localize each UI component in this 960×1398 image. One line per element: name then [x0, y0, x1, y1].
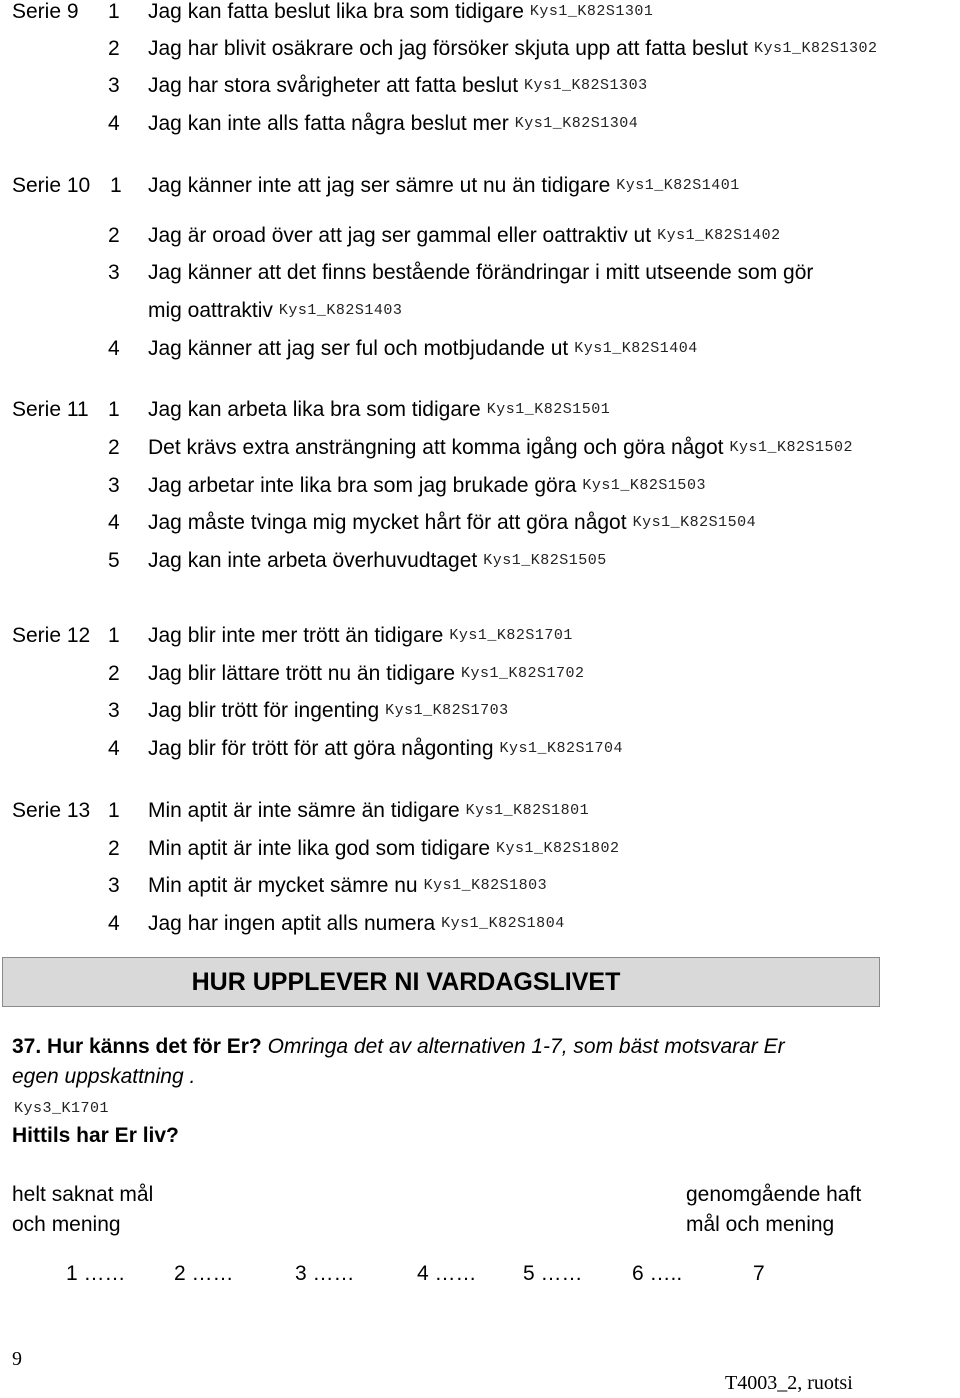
- series-9-label: Serie 9: [12, 0, 79, 23]
- list-item: [148, 37, 878, 61]
- item-number: 4: [108, 737, 120, 760]
- list-item: [148, 837, 620, 861]
- variable-code: Kys1_K82S1403: [278, 302, 403, 319]
- scale-option[interactable]: 5 ……: [523, 1262, 583, 1285]
- list-item: [148, 737, 623, 761]
- variable-code: Kys1_K82S1501: [486, 401, 611, 418]
- item-number: 3: [108, 474, 120, 497]
- list-item: [148, 261, 813, 285]
- series-11-label: Serie 11: [12, 398, 89, 421]
- question-title: 37. Hur känns det för Er?: [12, 1035, 262, 1058]
- list-item: [148, 699, 509, 723]
- section-title: HUR UPPLEVER NI VARDAGSLIVET: [191, 967, 621, 996]
- item-text: Det krävs extra ansträngning att komma igång och göra något: [148, 436, 724, 459]
- item-number: 3: [108, 699, 120, 722]
- item-text: Jag har ingen aptit alls numera: [148, 912, 436, 935]
- question-instruction-continued: egen uppskattning .: [12, 1065, 196, 1088]
- page-number: 9: [12, 1348, 22, 1370]
- series-13-label: Serie 13: [12, 799, 91, 822]
- series-12-label: Serie 12: [12, 624, 91, 647]
- item-number: 2: [108, 662, 120, 685]
- variable-code: Kys1_K82S1804: [441, 915, 565, 932]
- item-number: 1: [108, 624, 120, 647]
- list-item: [148, 624, 573, 648]
- list-item: [148, 398, 610, 422]
- item-text: Jag kan arbeta lika bra som tidigare: [148, 398, 481, 421]
- item-number: 1: [110, 174, 122, 197]
- variable-code: Kys1_K82S1703: [385, 702, 509, 719]
- item-text: Min aptit är inte lika god som tidigare: [148, 837, 490, 860]
- scale-right-anchor: genomgående haft: [686, 1183, 862, 1206]
- item-text: Jag känner att det finns bestående förändringar i mitt utseende som gör: [148, 261, 814, 284]
- variable-code: Kys1_K82S1303: [524, 77, 648, 94]
- variable-code: Kys1_K82S1302: [754, 40, 878, 57]
- scale-option[interactable]: 1 ……: [66, 1262, 126, 1285]
- item-number: 3: [108, 874, 120, 897]
- variable-code: Kys1_K82S1702: [461, 665, 585, 682]
- list-item: [148, 912, 565, 936]
- question-instruction: Omringa det av alternativen 1-7, som bäst motsvarar Er: [267, 1035, 785, 1058]
- item-number: 5: [108, 549, 120, 572]
- item-text: Jag blir för trött för att göra någonting: [148, 737, 494, 760]
- scale-left-anchor: helt saknat mål: [12, 1183, 154, 1206]
- variable-code: Kys1_K82S1504: [632, 514, 757, 531]
- list-item: [148, 74, 648, 98]
- item-number: 1: [108, 0, 120, 23]
- variable-code: Kys1_K82S1404: [574, 340, 698, 357]
- scale-left-anchor-line2: och mening: [12, 1213, 121, 1236]
- item-text: Jag har blivit osäkrare och jag försöker skjuta upp att fatta beslut: [148, 37, 748, 60]
- item-text: Jag känner inte att jag ser sämre ut nu än tidigare: [148, 174, 611, 197]
- list-item: [148, 511, 756, 535]
- variable-code: Kys1_K82S1704: [499, 740, 624, 757]
- item-text: Jag kan inte alls fatta några beslut mer: [148, 112, 509, 135]
- item-number: 4: [108, 912, 120, 935]
- list-item: [148, 436, 853, 460]
- item-text: Jag blir trött för ingenting: [148, 699, 380, 722]
- list-item: [148, 874, 547, 898]
- item-number: 2: [108, 436, 120, 459]
- item-text: Jag kan fatta beslut lika bra som tidigare: [148, 0, 524, 23]
- item-text: Jag blir lättare trött nu än tidigare: [148, 662, 456, 685]
- list-item: [148, 799, 589, 823]
- item-text: Jag har stora svårigheter att fatta beslut: [148, 74, 519, 97]
- item-text: Jag blir inte mer trött än tidigare: [148, 624, 444, 647]
- scale-option[interactable]: 7: [753, 1262, 765, 1285]
- document-id: T4003_2, ruotsi: [725, 1372, 853, 1394]
- item-text: mig oattraktiv: [148, 299, 273, 322]
- item-number: 3: [108, 261, 120, 284]
- scale-option[interactable]: 6 …..: [632, 1262, 683, 1285]
- item-text: Jag är oroad över att jag ser gammal eller oattraktiv ut: [148, 224, 652, 247]
- scale-right-anchor-line2: mål och mening: [686, 1213, 835, 1236]
- question-37: [12, 1035, 785, 1059]
- scale-option[interactable]: 2 ……: [174, 1262, 234, 1285]
- scale-option[interactable]: 3 ……: [295, 1262, 355, 1285]
- variable-code: Kys1_K82S1502: [729, 439, 854, 456]
- list-item: [148, 662, 585, 686]
- list-item: [148, 174, 740, 198]
- series-10-label: Serie 10: [12, 174, 91, 197]
- item-text: Jag kan inte arbeta överhuvudtaget: [148, 549, 478, 572]
- item-text: Min aptit är mycket sämre nu: [148, 874, 418, 897]
- list-item: [148, 224, 781, 248]
- item-text: Min aptit är inte sämre än tidigare: [148, 799, 460, 822]
- item-text: Jag måste tvinga mig mycket hårt för att göra något: [148, 511, 627, 534]
- list-item-continuation: [148, 299, 402, 323]
- item-number: 4: [108, 337, 120, 360]
- item-text: Jag arbetar inte lika bra som jag brukade göra: [148, 474, 577, 497]
- variable-code: Kys1_K82S1803: [423, 877, 548, 894]
- variable-code: Kys1_K82S1701: [449, 627, 573, 644]
- list-item: [148, 0, 653, 24]
- item-number: 2: [108, 837, 120, 860]
- subquestion: Hittils har Er liv?: [12, 1124, 179, 1147]
- item-number: 1: [108, 799, 120, 822]
- variable-code: Kys1_K82S1304: [514, 115, 639, 132]
- list-item: [148, 112, 638, 136]
- item-number: 4: [108, 511, 120, 534]
- variable-code: Kys1_K82S1503: [582, 477, 706, 494]
- variable-code: Kys3_K1701: [14, 1100, 110, 1117]
- item-number: 3: [108, 74, 120, 97]
- item-number: 2: [108, 37, 120, 60]
- variable-code: Kys1_K82S1401: [616, 177, 740, 194]
- list-item: [148, 549, 607, 573]
- list-item: [148, 337, 698, 361]
- variable-code: Kys1_K82S1402: [657, 227, 781, 244]
- item-text: Jag känner att jag ser ful och motbjudande ut: [148, 337, 569, 360]
- item-number: 2: [108, 224, 120, 247]
- section-heading-bar: [2, 957, 880, 1007]
- variable-code: Kys1_K82S1505: [483, 552, 607, 569]
- variable-code: Kys1_K82S1801: [465, 802, 590, 819]
- item-number: 4: [108, 112, 120, 135]
- variable-code: Kys1_K82S1301: [529, 3, 654, 20]
- list-item: [148, 474, 706, 498]
- scale-option[interactable]: 4 ……: [417, 1262, 477, 1285]
- item-number: 1: [108, 398, 120, 421]
- variable-code: Kys1_K82S1802: [496, 840, 620, 857]
